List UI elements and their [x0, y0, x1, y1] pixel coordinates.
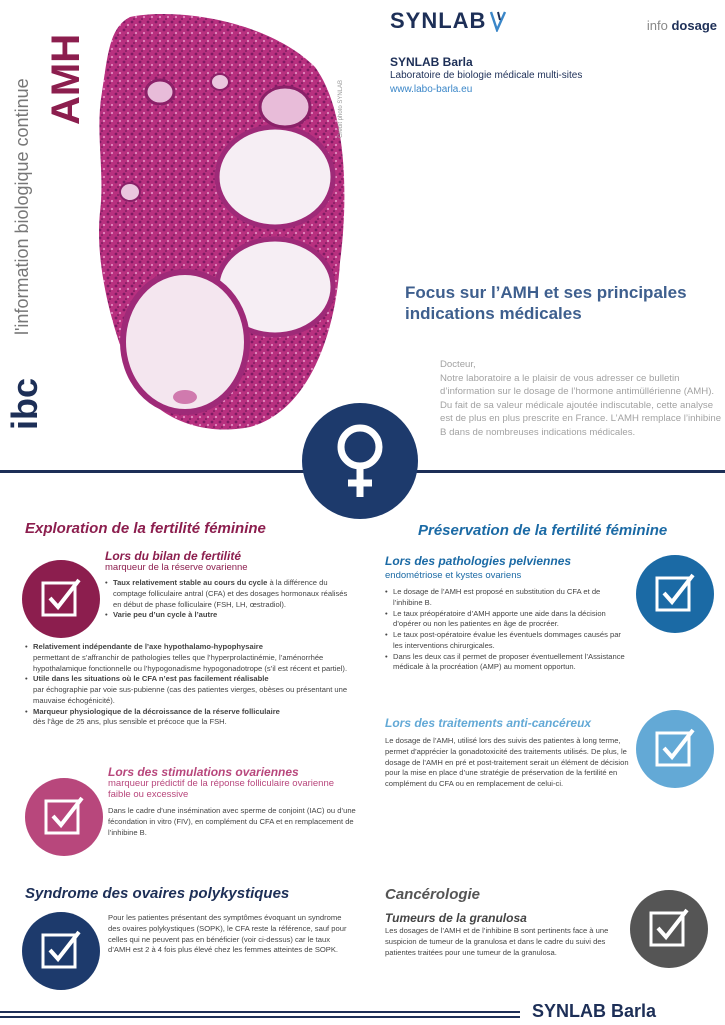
- stimulation-text: Dans le cadre d’une insémination avec sperme de conjoint (IAC) ou d’une fécondation in vitro (FIV), en complément du CFA et en remplacement de l’inhibine B.: [108, 806, 356, 837]
- exploration-title: Exploration de la fertilité féminine: [25, 520, 266, 537]
- info-dosage-label: info dosage: [646, 18, 717, 33]
- stimulation-title: Lors des stimulations ovariennes: [108, 765, 299, 779]
- list-item: • Marqueur physiologique de la décroissance de la réserve folliculaire dès l’âge de 25 ans, plus sensible et précoce que la FSH.: [25, 707, 350, 729]
- bilan-bullets-bottom: [25, 642, 350, 728]
- sopk-badge: [22, 912, 100, 990]
- footer-brand: SYNLAB Barla: [532, 1001, 657, 1021]
- checkbox-icon: [648, 908, 690, 950]
- cancer-treatment-badge: [636, 710, 714, 788]
- cancer-treatment-text: Le dosage de l’AMH, utilisé lors des suivis des patientes à long terme, permet d’apprécier la gonadotoxicité des traitements utilisés. De plus, le dosage de l’AMH en pré et post-traitement serait un élément de décision pour la mise en place d’une stratégie de préservation de la fertilité en complément du CFA ou en remplacement de celui-ci.: [385, 736, 629, 789]
- list-item: • Relativement indépendante de l’axe hypothalamo-hypophysaire permettant de s’affranchir de pathologies telles que l’hyperprolactinémie, l’aménorrhée hypothalamique fonctionnelle ou l’hypogonadisme hypogonadotrope (s’il est récent et partiel).: [25, 642, 350, 674]
- footer-line: [0, 1011, 520, 1013]
- photo-credit: Crédit photo SYNLAB: [338, 79, 344, 138]
- series-abbr: ibc: [4, 377, 45, 430]
- list-item: • Le dosage de l’AMH est proposé en substitution du CFA et de l’inhibine B.: [385, 587, 630, 609]
- synlab-logo: SYNLAB: [390, 8, 507, 34]
- series-name: l'information biologique continue: [12, 78, 32, 335]
- oncology-badge: [630, 890, 708, 968]
- checkbox-icon: [654, 573, 696, 615]
- footer-line: [0, 1016, 520, 1018]
- pathology-desc: endométriose et kystes ovariens: [385, 570, 522, 581]
- bilan-title: Lors du bilan de fertilité: [105, 549, 242, 563]
- pathology-title: Lors des pathologies pelviennes: [385, 554, 572, 568]
- stimulation-desc: marqueur prédictif de la réponse folliculaire ovarienne faible ou excessive: [108, 778, 335, 800]
- lab-url-link[interactable]: www.labo-barla.eu: [390, 84, 473, 95]
- list-item: • Dans les deux cas il permet de proposer éventuellement l’Assistance médicale à la procréation (AMP) au moment opportun.: [385, 652, 630, 674]
- lab-subtitle: Laboratoire de biologie médicale multi-sites: [390, 70, 583, 81]
- list-item: • Varie peu d’un cycle à l’autre: [105, 610, 350, 621]
- list-item: • Utile dans les situations où le CFA n’est pas facilement réalisable par échographie par voie sus-pubienne (cas des patientes vierges, obèses ou présentant une mauvaise échogénicité).: [25, 674, 350, 706]
- intro-greeting: Docteur,: [440, 359, 476, 370]
- list-item: • Taux relativement stable au cours du cycle à la différence du comptage folliculaire antral (CFA) et des dosages hormonaux réalisés en début de phase folliculaire (FSH, LH, œstradiol).: [105, 578, 350, 610]
- pathology-badge: [636, 555, 714, 633]
- sopk-text: Pour les patientes présentant des symptômes évoquant un syndrome des ovaires polykystiques (SOPK), le CFA reste la référence, sauf pour celles qui ne peuvent pas en bénéficier (voir ci-dessus) car le taux d’AMH est 2 à 4 fois plus élevé chez les femmes atteintes de SOPK.: [108, 913, 347, 955]
- list-item: • Le taux préopératoire d’AMH apporte une aide dans la décision d’opérer ou non les patientes en âge de procréer.: [385, 609, 630, 631]
- bilan-desc: marqueur de la réserve ovarienne: [105, 562, 248, 573]
- ovary-histology-image: [90, 12, 348, 432]
- synlab-logo-mark-icon: [489, 10, 507, 32]
- checkbox-icon: [654, 728, 696, 770]
- oncology-text: Les dosages de l’AMH et de l’inhibine B sont pertinents face à une suspicion de tumeur de la granulosa et dans le cadre du suivi des patientes traitées pour une tumeur de la granulosa.: [385, 926, 609, 957]
- side-title: [0, 0, 90, 440]
- sopk-title: Syndrome des ovaires polykystiques: [25, 885, 290, 902]
- oncology-title: Cancérologie: [385, 886, 481, 903]
- pathology-bullets: [385, 587, 630, 673]
- bilan-bullets-top: [105, 578, 350, 621]
- stimulation-badge: [25, 778, 103, 856]
- preservation-title: Préservation de la fertilité féminine: [418, 522, 668, 539]
- female-symbol-icon: [330, 421, 390, 501]
- intro-text: [440, 358, 722, 440]
- cancer-treatment-title: Lors des traitements anti-cancéreux: [385, 716, 592, 730]
- granulosa-title: Tumeurs de la granulosa: [385, 911, 527, 925]
- checkbox-icon: [40, 578, 82, 620]
- topic-title: AMH: [44, 33, 88, 125]
- female-symbol-badge: [302, 403, 418, 519]
- checkbox-icon: [43, 796, 85, 838]
- exploration-badge: [22, 560, 100, 638]
- list-item: • Le taux post-opératoire évalue les éventuels dommages causés par les interventions chirurgicales.: [385, 630, 630, 652]
- focus-title: Focus sur l’AMH et ses principales indications médicales: [405, 283, 687, 324]
- lab-name: SYNLAB Barla: [390, 55, 473, 69]
- checkbox-icon: [40, 930, 82, 972]
- intro-body: Notre laboratoire a le plaisir de vous adresser ce bulletin d’information sur le dosage de l’hormone antimüllérienne (AMH). Du fait de sa valeur médicale ajoutée indiscutable, cette analyse est de plus en plus prescrite en France. L’AMH remplace l’inhibine B dans de nombreuses indications médicales.: [440, 372, 722, 439]
